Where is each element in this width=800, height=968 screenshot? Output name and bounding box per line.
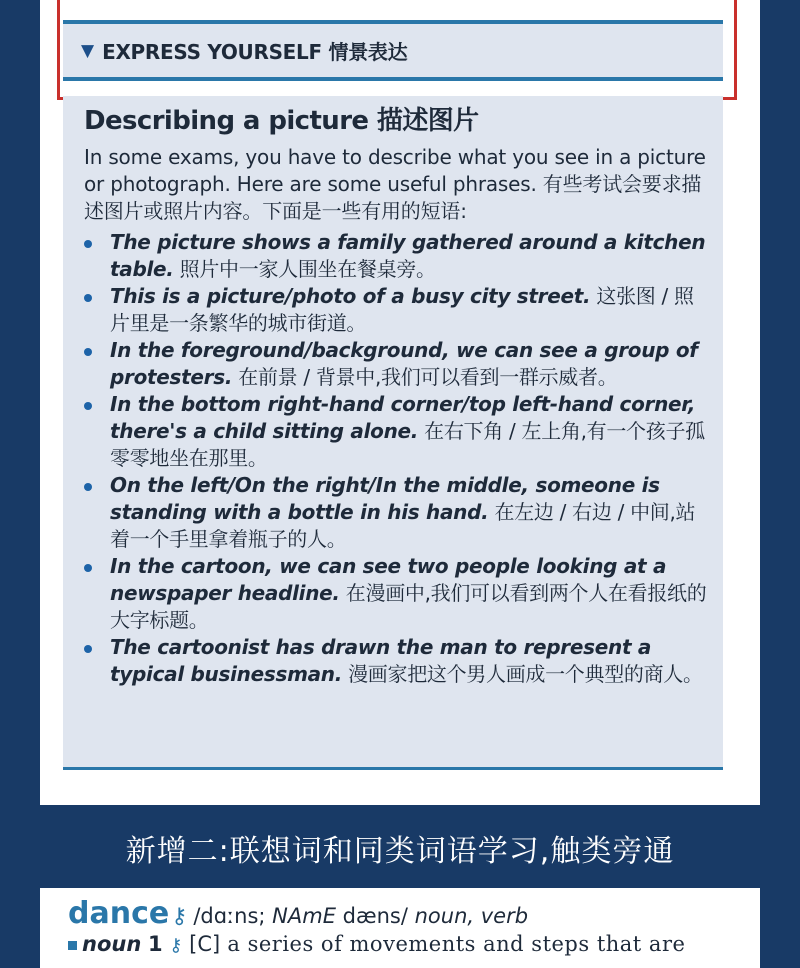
list-item: In the foreground/background, we can see a group of protesters. 在前景 / 背景中,我们可以看到一群示威者。 bbox=[84, 337, 709, 391]
list-item: This is a picture/photo of a busy city street. 这张图 / 照片里是一条繁华的城市街道。 bbox=[84, 283, 709, 337]
triangle-down-icon: ▼ bbox=[81, 40, 95, 61]
bullet-icon bbox=[84, 483, 92, 491]
dictionary-page-bottom bbox=[40, 888, 760, 968]
list-item: The picture shows a family gathered around a kitchen table. 照片中一家人围坐在餐桌旁。 bbox=[84, 229, 709, 283]
list-item: In the cartoon, we can see two people looking at a newspaper headline. 在漫画中,我们可以看到两个人在看报纸的大字标题。 bbox=[84, 553, 709, 634]
list-item: In the bottom right-hand corner/top left-hand corner, there's a child sitting alone. 在右下角 / 左上角,有一个孩子孤零零地坐在那里。 bbox=[84, 391, 709, 472]
pronunciation: /dɑːns; NAmE dæns/ noun, verb bbox=[193, 904, 529, 928]
entry-header bbox=[68, 896, 528, 931]
key-icon: ⚷ bbox=[169, 935, 183, 956]
sense-line: noun 1 ⚷ [C] a series of movements and steps that are bbox=[68, 932, 685, 956]
section-title: Describing a picture 描述图片 bbox=[84, 106, 479, 136]
bullet-icon bbox=[84, 402, 92, 410]
headword: dance bbox=[68, 896, 170, 931]
key-icon: ⚷ bbox=[171, 904, 188, 929]
bullet-icon bbox=[84, 564, 92, 572]
express-yourself-bar bbox=[63, 20, 723, 81]
bullet-icon bbox=[84, 348, 92, 356]
list-item: On the left/On the right/In the middle, someone is standing with a bottle in his hand. 在左边 / 右边 / 中间,站着一个手里拿着瓶子的人。 bbox=[84, 472, 709, 553]
section-intro: In some exams, you have to describe what you see in a picture or photograph. Here are some useful phrases. 有些考试会要求描述图片或照片内容。下面是一些有用的短语: bbox=[84, 145, 706, 223]
bullet-icon bbox=[84, 645, 92, 653]
bullet-icon bbox=[84, 240, 92, 248]
list-item: The cartoonist has drawn the man to represent a typical businessman. 漫画家把这个男人画成一个典型的商人。 bbox=[84, 634, 709, 688]
phrase-list bbox=[84, 229, 709, 688]
bullet-icon bbox=[84, 294, 92, 302]
square-bullet-icon bbox=[68, 941, 77, 950]
describing-picture-panel bbox=[63, 96, 723, 770]
feature-caption: 新增二:联想词和同类词语学习,触类旁通 bbox=[125, 834, 675, 869]
express-yourself-label: EXPRESS YOURSELF 情景表达 bbox=[102, 40, 408, 64]
